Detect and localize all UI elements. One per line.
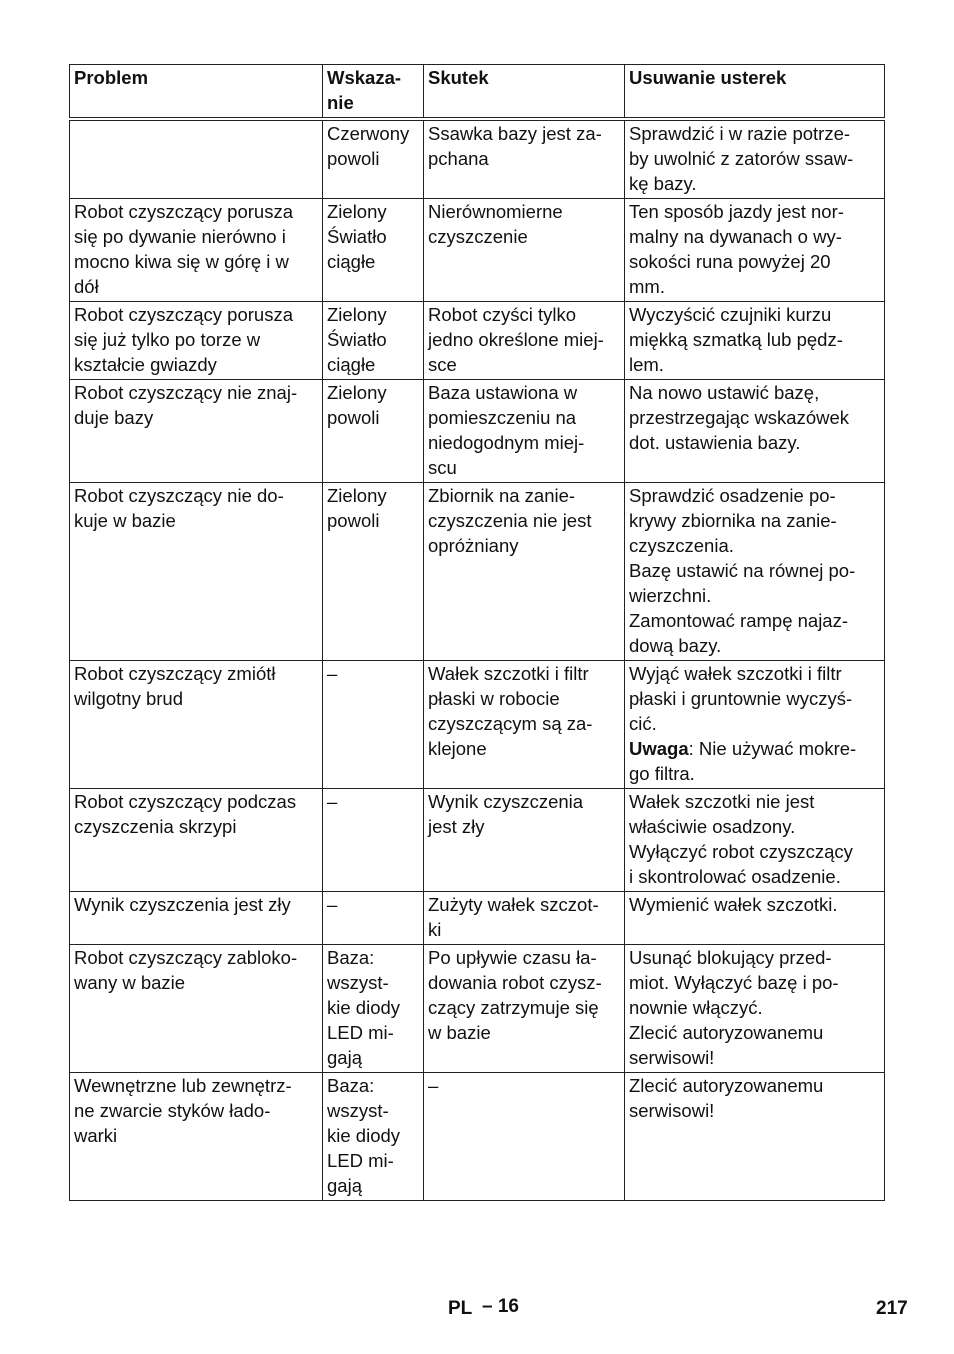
cell-remedy-line: Wymienić wałek szczotki. — [629, 894, 838, 915]
cell-remedy-line: kę bazy. — [629, 173, 697, 194]
cell-indication — [323, 121, 424, 199]
cell-problem — [70, 1073, 323, 1201]
cell-remedy-line: Na nowo ustawić bazę, — [629, 382, 820, 403]
cell-problem — [70, 199, 323, 302]
table-row — [70, 199, 885, 302]
cell-remedy-line: przestrzegając wskazówek — [629, 407, 850, 428]
table-row — [70, 892, 885, 945]
cell-effect-line: czący zatrzymuje się — [428, 997, 599, 1018]
cell-indication — [323, 483, 424, 661]
cell-remedy-line: Wyjąć wałek szczotki i filtr — [629, 663, 842, 684]
cell-remedy-line: serwisowi! — [629, 1047, 715, 1068]
cell-problem-line: ne zwarcie styków łado- — [74, 1100, 271, 1121]
cell-remedy-line: krywy zbiornika na zanie- — [629, 510, 837, 531]
cell-effect-line: Nierównomierne — [428, 201, 563, 222]
cell-effect — [424, 121, 625, 199]
cell-indication — [323, 892, 424, 945]
cell-remedy-line: czyszczenia. — [629, 535, 734, 556]
cell-remedy — [625, 483, 885, 661]
cell-indication — [323, 302, 424, 380]
cell-effect-line: klejone — [428, 738, 487, 759]
cell-indication-line: kie diody — [327, 1125, 401, 1146]
table-row — [70, 380, 885, 483]
table-row — [70, 121, 885, 199]
cell-remedy-line: i skontrolować osadzenie. — [629, 866, 841, 887]
cell-remedy — [625, 945, 885, 1073]
cell-problem — [70, 121, 323, 199]
footer-language: PL — [448, 1298, 473, 1319]
cell-remedy-line: mm. — [629, 276, 665, 297]
cell-effect-line: niedogodnym miej- — [428, 432, 585, 453]
cell-problem-line: dół — [74, 276, 99, 297]
cell-problem — [70, 661, 323, 789]
cell-remedy — [625, 121, 885, 199]
cell-effect-line: Ssawka bazy jest za- — [428, 123, 602, 144]
cell-effect — [424, 661, 625, 789]
cell-remedy-line: malny na dywanach o wy- — [629, 226, 842, 247]
cell-effect-line: jest zły — [428, 816, 485, 837]
cell-indication — [323, 945, 424, 1073]
cell-remedy-line: serwisowi! — [629, 1100, 715, 1121]
cell-remedy-line: miot. Wyłączyć bazę i po- — [629, 972, 839, 993]
cell-indication-line: LED mi- — [327, 1150, 394, 1171]
cell-effect-line: Zbiornik na zanie- — [428, 485, 576, 506]
cell-problem — [70, 945, 323, 1073]
cell-effect-line: sce — [428, 354, 457, 375]
cell-effect — [424, 380, 625, 483]
cell-problem — [70, 892, 323, 945]
cell-problem-line: warki — [74, 1125, 118, 1146]
cell-indication — [323, 661, 424, 789]
cell-effect — [424, 199, 625, 302]
cell-problem-line: Robot czyszczący podczas — [74, 791, 297, 812]
cell-remedy — [625, 789, 885, 892]
cell-problem-line: Wewnętrzne lub zewnętrz- — [74, 1075, 292, 1096]
table-row — [70, 789, 885, 892]
cell-problem-line: wilgotny brud — [74, 688, 184, 709]
remedy-note — [629, 736, 880, 761]
cell-remedy-line: Zlecić autoryzowanemu — [629, 1022, 824, 1043]
cell-remedy-line: Wałek szczotki nie jest — [629, 791, 815, 812]
cell-problem-line: Robot czyszczący porusza — [74, 201, 294, 222]
cell-indication — [323, 1073, 424, 1201]
cell-effect — [424, 789, 625, 892]
cell-indication-line: – — [327, 894, 338, 915]
cell-remedy-line: Wyłączyć robot czyszczący — [629, 841, 853, 862]
cell-effect — [424, 483, 625, 661]
cell-effect-line: czyszczenia nie jest — [428, 510, 592, 531]
cell-indication-line: ciągłe — [327, 251, 376, 272]
cell-remedy — [625, 199, 885, 302]
cell-effect-line: Zużyty wałek szczot- — [428, 894, 599, 915]
cell-remedy-line: Sprawdzić osadzenie po- — [629, 485, 836, 506]
cell-remedy-line: wierzchni. — [629, 585, 712, 606]
cell-remedy-line: Zamontować rampę najaz- — [629, 610, 849, 631]
cell-effect-line: pchana — [428, 148, 489, 169]
cell-effect — [424, 302, 625, 380]
cell-problem-line: Robot czyszczący zmiótł — [74, 663, 276, 684]
cell-indication-line: – — [327, 791, 338, 812]
header-indication-line: nie — [327, 92, 354, 113]
cell-remedy-line: Bazę ustawić na równej po- — [629, 560, 856, 581]
cell-problem-line: Robot czyszczący porusza — [74, 304, 294, 325]
cell-indication-line: gają — [327, 1047, 362, 1068]
header-indication-line: Wskaza- — [327, 67, 402, 88]
cell-problem-line: czyszczenia skrzypi — [74, 816, 237, 837]
cell-effect — [424, 892, 625, 945]
cell-problem-line: mocno kiwa się w górę i w — [74, 251, 289, 272]
footer-total-page-number: 217 — [876, 1298, 908, 1319]
cell-problem-line: Robot czyszczący zabloko- — [74, 947, 298, 968]
cell-effect-line: Wałek szczotki i filtr — [428, 663, 589, 684]
header-problem: Problem — [70, 65, 323, 118]
cell-effect-line: pomieszczeniu na — [428, 407, 577, 428]
cell-remedy-line: Ten sposób jazdy jest nor- — [629, 201, 844, 222]
cell-remedy-line: płaski i gruntownie wyczyś- — [629, 688, 853, 709]
cell-remedy — [625, 380, 885, 483]
cell-indication-line: Czerwony — [327, 123, 410, 144]
cell-indication-line: powoli — [327, 407, 380, 428]
cell-problem — [70, 380, 323, 483]
cell-indication-line: – — [327, 663, 338, 684]
cell-indication — [323, 380, 424, 483]
footer-page-number: – 16 — [482, 1296, 519, 1317]
cell-remedy — [625, 1073, 885, 1201]
cell-remedy — [625, 892, 885, 945]
cell-remedy-line: właściwie osadzony. — [629, 816, 796, 837]
cell-indication-line: Zielony — [327, 382, 387, 403]
cell-remedy-line: nownie włączyć. — [629, 997, 763, 1018]
cell-indication-line: wszyst- — [327, 1100, 389, 1121]
cell-effect — [424, 1073, 625, 1201]
table-row — [70, 1073, 885, 1201]
cell-effect-line: – — [428, 1075, 439, 1096]
cell-remedy-line: Wyczyścić czujniki kurzu — [629, 304, 832, 325]
cell-remedy-line: lem. — [629, 354, 664, 375]
cell-indication — [323, 199, 424, 302]
cell-remedy-line: by uwolnić z zatorów ssaw- — [629, 148, 854, 169]
cell-problem-line: wany w bazie — [74, 972, 186, 993]
cell-indication-line: Zielony — [327, 485, 387, 506]
cell-indication-line: Zielony — [327, 304, 387, 325]
cell-effect-line: dowania robot czysz- — [428, 972, 602, 993]
cell-remedy-line: dową bazy. — [629, 635, 722, 656]
cell-remedy — [625, 661, 885, 789]
cell-remedy-line: Sprawdzić i w razie potrze- — [629, 123, 851, 144]
cell-remedy-line: cić. — [629, 713, 657, 734]
cell-problem — [70, 789, 323, 892]
cell-remedy-line: miękką szmatką lub pędz- — [629, 329, 843, 350]
cell-remedy-line: sokości runa powyżej 20 — [629, 251, 831, 272]
cell-remedy-line: dot. ustawienia bazy. — [629, 432, 801, 453]
cell-indication-line: gają — [327, 1175, 362, 1196]
cell-effect-line: czyszczenie — [428, 226, 528, 247]
table-header-row — [70, 65, 885, 118]
cell-indication-line: Światło — [327, 226, 387, 247]
header-effect: Skutek — [424, 65, 625, 118]
cell-indication-line: ciągłe — [327, 354, 376, 375]
cell-effect — [424, 945, 625, 1073]
table-body — [70, 118, 885, 1201]
cell-effect-line: Po upływie czasu ła- — [428, 947, 597, 968]
cell-effect-line: jedno określone miej- — [428, 329, 604, 350]
table-row — [70, 483, 885, 661]
cell-indication-line: LED mi- — [327, 1022, 394, 1043]
header-remedy: Usuwanie usterek — [625, 65, 885, 118]
remedy-note-text: : Nie używać mokre- — [688, 738, 857, 759]
cell-effect-line: Baza ustawiona w — [428, 382, 578, 403]
cell-effect-line: ki — [428, 919, 442, 940]
cell-indication-line: Zielony — [327, 201, 387, 222]
cell-problem-line: Robot czyszczący nie do- — [74, 485, 284, 506]
troubleshooting-table — [69, 64, 885, 1201]
remedy-note-continued: go filtra. — [629, 763, 695, 784]
cell-indication — [323, 789, 424, 892]
cell-problem-line: kuje w bazie — [74, 510, 176, 531]
cell-effect-line: Wynik czyszczenia — [428, 791, 584, 812]
cell-effect-line: Robot czyści tylko — [428, 304, 577, 325]
cell-problem-line: Wynik czyszczenia jest zły — [74, 894, 291, 915]
table-row — [70, 661, 885, 789]
cell-effect-line: czyszczącym są za- — [428, 713, 593, 734]
cell-remedy-line: Zlecić autoryzowanemu — [629, 1075, 824, 1096]
table-row — [70, 945, 885, 1073]
cell-effect-line: w bazie — [428, 1022, 491, 1043]
cell-remedy-line: Usunąć blokujący przed- — [629, 947, 832, 968]
cell-problem-line: Robot czyszczący nie znaj- — [74, 382, 298, 403]
cell-indication-line: wszyst- — [327, 972, 389, 993]
cell-problem-line: duje bazy — [74, 407, 154, 428]
cell-indication-line: powoli — [327, 148, 380, 169]
cell-indication-line: Światło — [327, 329, 387, 350]
header-indication — [323, 65, 424, 118]
cell-problem-line: kształcie gwiazdy — [74, 354, 217, 375]
cell-effect-line: scu — [428, 457, 457, 478]
cell-indication-line: powoli — [327, 510, 380, 531]
cell-problem-line: się po dywanie nierówno i — [74, 226, 286, 247]
cell-indication-line: Baza: — [327, 1075, 375, 1096]
cell-effect-line: płaski w robocie — [428, 688, 560, 709]
cell-remedy — [625, 302, 885, 380]
cell-problem — [70, 302, 323, 380]
cell-indication-line: kie diody — [327, 997, 401, 1018]
cell-effect-line: opróżniany — [428, 535, 519, 556]
cell-indication-line: Baza: — [327, 947, 375, 968]
cell-problem-line: się już tylko po torze w — [74, 329, 261, 350]
cell-problem — [70, 483, 323, 661]
table-row — [70, 302, 885, 380]
remedy-note-label: Uwaga — [629, 738, 689, 759]
